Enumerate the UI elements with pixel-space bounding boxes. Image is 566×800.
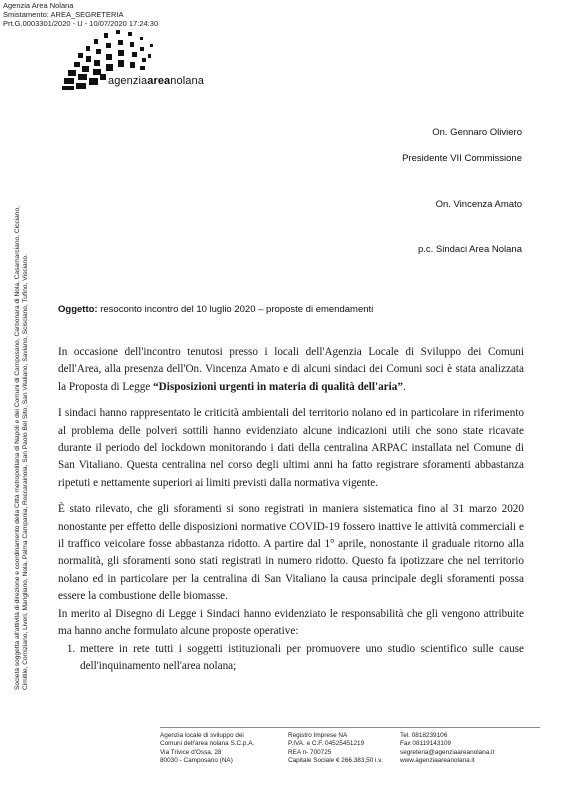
addressee-4: p.c. Sindaci Area Nolana	[417, 244, 522, 255]
footer-website-link[interactable]: www.agenziaareanolana.it	[400, 756, 475, 764]
paragraph-text: In occasione dell'incontro tenutosi presso i locali dell'Agenzia Locale di Sviluppo dei Comuni dell'Area, alla presenza dell'On. Vincenza Amato e di alcuni sindaci dei Comuni soci è stata analizzata la Proposta di Legge	[58, 346, 524, 393]
logo-text-part: agenzia	[108, 75, 148, 87]
logo-text-part: nolana	[170, 75, 204, 87]
addressee-2: Presidente VII Commissione	[402, 153, 522, 164]
stamp-line: Agenzia Area Nolana	[3, 1, 74, 10]
paragraph: È stato rilevato, che gli sforamenti si sono registrati in maniera sistematica fino al 31 marzo 2020 nonostante per effetto delle disposizioni normative COVID-19 fossero inattive le attività commerciali e il traffico veicolare fosse abbastanza ridotto. A partire dal 1° aprile, nonostante il graduale ritorno alla normalità, gli sforamenti sono stati registrati in numero ridotto. Questo fa ipotizzare che nel territorio nolano ed in particolare per la centralina di San Vitaliano la causa principale degli sforamenti possa essere la combustione delle biomasse.	[58, 503, 524, 603]
subject-text: resoconto incontro del 10 luglio 2020 – proposte di emendamenti	[97, 304, 374, 315]
logo-text-part: area	[147, 75, 171, 87]
footer-registry-col	[288, 732, 383, 765]
paragraph: I sindaci hanno rappresentato le criticità ambientali del territorio nolano ed in particolare in riferimento al problema delle polveri sottili hanno evidenziato alcune indicazioni utili che sono state ricavate durante il periodo del lockdown monitorando i dati della centralina ARPAC installata nel Comune di San Vitaliano. Questa centralina nel corso degli ultimi anni ha fatto registrare sforamenti abbastanza ripetuti e nettamente superiori ai limiti previsti dalla normativa vigente.	[58, 407, 524, 489]
addressee-1: On. Gennaro Oliviero	[432, 127, 522, 138]
footer-divider	[160, 727, 540, 728]
logo-wordmark	[108, 75, 204, 87]
protocol-stamp	[3, 1, 158, 28]
paragraph-text: .	[402, 380, 406, 393]
stamp-line: Prt.G.0003301/2020 - U - 10/07/2020 17:24:30	[3, 19, 159, 28]
footer-line: 80030 - Camposano (NA)	[160, 756, 233, 764]
footer-company-col	[160, 732, 254, 765]
footer-line: Agenzia locale di sviluppo dei	[160, 732, 244, 739]
footer-line: REA n- 700725	[288, 748, 332, 756]
footer-line: Via Trivice d'Ossa, 28	[160, 748, 222, 756]
footer-line: Fax 08119143109	[400, 740, 452, 748]
letter-body	[58, 344, 524, 675]
vertical-company-note	[14, 170, 29, 690]
subject-line	[58, 304, 373, 315]
proposal-list	[58, 641, 524, 676]
paragraph: In merito al Disegno di Legge i Sindaci hanno evidenziato le responsabilità che gli vengono attribuite ma hanno anche formulato alcune proposte operative:	[58, 607, 524, 638]
footer-line: P.IVA. e C.F. 04525451219	[288, 740, 365, 748]
footer-line: Capitale Sociale € 266.383,50 i.v.	[288, 756, 383, 764]
logo-mark-icon	[58, 28, 218, 98]
law-title: “Disposizioni urgenti in materia di qualità dell'aria”	[153, 380, 403, 393]
list-item: 1. mettere in rete tutti i soggetti istituzionali per promuovere uno studio scientifico sulle cause dell'inquinamento nell'area nolana;	[78, 641, 524, 676]
paragraph	[58, 344, 524, 396]
side-text-line: Cimitile, Comiziano, Liveri, Marigliano, Nola, Palma Campania, Roccarainola, San Paolo Bel Sito, San Vitaliano, Saviano, Scisciano, Tufino, Visciano.	[22, 254, 29, 690]
footer-email-link[interactable]: segreteria@agenziaareanolana.it	[400, 748, 495, 756]
agency-logo	[58, 28, 218, 98]
stamp-line: Smistamento: AREA_SEGRETERIA	[3, 10, 124, 19]
subject-label: Oggetto:	[58, 304, 98, 315]
footer-line: Tel. 0818239106	[400, 732, 448, 739]
footer-contact-col	[400, 732, 494, 765]
addressee-3: On. Vincenza Amato	[435, 199, 522, 210]
footer-line: Registro Imprese NA	[288, 732, 348, 739]
side-text-line: Società soggetta all'attività di direzione e coordinamento della Città metropolitana di Napoli e dei Comuni di Camposano, Carbonara di Nola, Casamarciano, Cicciano,	[14, 206, 21, 690]
footer-line: Comuni dell'area nolana S.C.p.A.	[160, 740, 255, 748]
